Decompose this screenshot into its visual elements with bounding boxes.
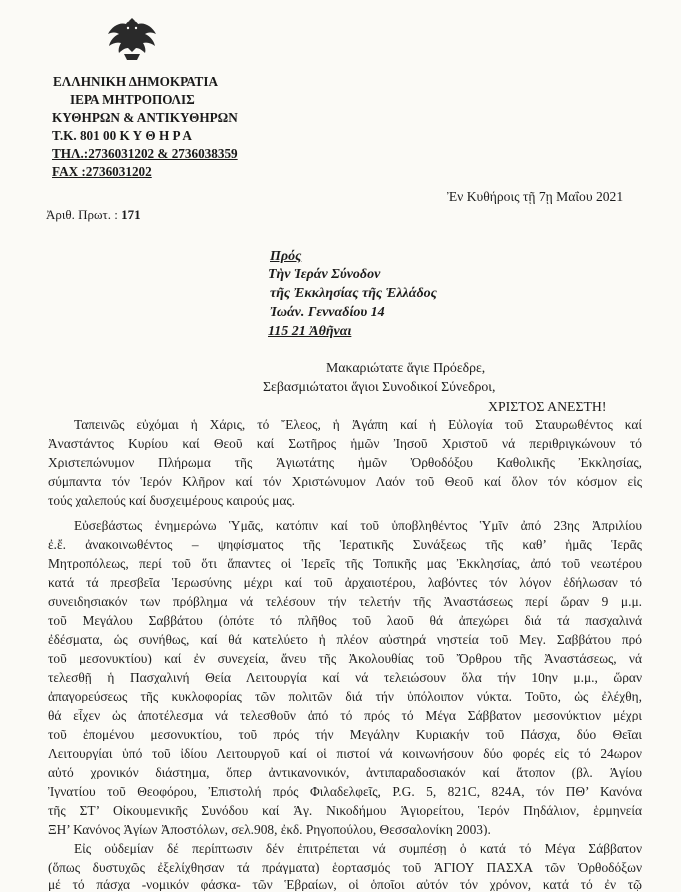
body-line: ΞΗ’ Κανόνος Ἁγίων Ἀποστόλων, σελ.908, ἐκδ. Ρηγοπούλου, Θεσσαλονίκη 2003).: [48, 823, 491, 837]
recipient-street: Ἰωάν. Γενναδίου 14: [270, 305, 385, 320]
body-line: τούς χαλεπούς καί δυσχειμέρους καιρούς μας.: [48, 494, 296, 508]
body-line: συνειδησιακόν των πρόβλημα νά τελέσουν τήν τελετήν τῆς Ἀναστάσεως περί ὥραν 9 μ.μ.: [48, 595, 642, 609]
body-line: Εἰς οὐδεμίαν δέ περίπτωσιν δέν ἐπιτρέπεται νά συμπέσῃ ὁ κατά τό Μέγα Σάββατον: [74, 842, 642, 856]
header-fax: FAX :2736031202: [52, 164, 152, 179]
body-line: Λειτουργίαι ὑπό τοῦ ἰδίου Λειτουργοῦ καί οἱ πιστοί νά κοινωνήσουν δύο φορές εἰς τό 24ωρον: [48, 747, 642, 761]
header-postcode: Τ.Κ. 801 00 Κ Υ Θ Η Ρ Α: [52, 128, 192, 143]
header-metropolis: ΙΕΡΑ ΜΗΤΡΟΠΟΛΙΣ: [70, 92, 195, 107]
recipient-city: 115 21 Ἀθῆναι: [268, 324, 352, 339]
letter-date: Ἐν Κυθήροις τῇ 7ῃ Μαΐου 2021: [447, 189, 624, 204]
body-line: Χριστεπώνυμον Πλήρωμα τῆς Ἁγιωτάτης ἡμῶν Ὀρθοδόξου Καθολικῆς Ἐκκλησίας,: [48, 456, 642, 470]
byzantine-eagle-emblem-icon: [104, 14, 160, 64]
body-line: τελεσθῇ ἡ Πασχαλινή Θεία Λειτουργία καί νά τελειώσουν ὅλα τήν 10ην μ.μ., ὥραν: [48, 671, 642, 685]
body-line: μέ τό πάσχα -νομικόν φάσκα- τῶν Ἑβραίων, οἱ ὁποῖοι αὐτόν τόν χρόνον, κατά τό ἐν τῷ: [48, 878, 642, 892]
body-line: τοῦ Μεγάλου Σαββάτου (ὁπότε τό πλῆθος τοῦ λαοῦ θά ἀπεχώρει διά τά πασχαλινά: [48, 614, 642, 628]
body-line: τοῦ μεσονυκτίου) καί ἐν συνεχεία, ἄνευ τῆς Ἀκολουθίας τοῦ Ὄρθρου τῆς Ἀναστάσεως, νά: [48, 652, 642, 666]
body-line: (ὅπως δυστυχῶς ἐξελίχθησαν τά πράγματα) ἑορτασμός τοῦ ἉΓΙΟΥ ΠΑΣΧΑ τῶν Ὀρθοδόξων: [48, 861, 642, 875]
body-line: Εὐσεβάστως ἐνημερώνω Ὑμᾶς, κατόπιν καί τοῦ ὑποβληθέντος Ὑμῖν ἀπό 23ης Ἀπριλίου: [74, 519, 642, 533]
recipient-church: τῆς Ἐκκλησίας τῆς Ἑλλάδος: [270, 286, 437, 301]
header-diocese: ΚΥΘΗΡΩΝ & ΑΝΤΙΚΥΘΗΡΩΝ: [52, 110, 238, 125]
body-line: αὐτό χρονικόν διάστημα, ὅπερ ἀντικανονικόν, ἀντιπαραδοσιακόν καί ἄτοπον (βλ. Ἁγίου: [48, 766, 642, 780]
body-line: Μητροπόλεως, περί τοῦ ὅτι ἅπαντες οἱ Ἱερεῖς τῆς Τοπικῆς μας Ἐκκλησίας, ἀπό τοῦ νεωτέρου: [48, 557, 642, 571]
body-line: σύμπαντα τόν Ἱερόν Κλῆρον καί τόν Χριστώνυμον Λαόν τοῦ Θεοῦ καί ὅλον τόν κόσμον εἰς: [48, 475, 642, 489]
recipient-name: Τὴν Ἱεράν Σύνοδον: [268, 267, 381, 282]
body-line: Ἀναστάντος Κυρίου καί Θεοῦ καί Σωτῆρος ἡμῶν Ἰησοῦ Χριστοῦ νά περιθριγκώνουν τό: [48, 437, 642, 451]
body-line: Ταπεινῶς εὐχόμαι ἡ Χάρις, τό Ἔλεος, ἡ Ἀγάπη καί ἡ Εὐλογία τοῦ Σταυρωθέντος καί: [74, 418, 642, 432]
body-line: Ἰγνατίου τοῦ Θεοφόρου, Ἐπιστολή πρός Φιλαδελφεῖς, P.G. 5, 821C, 824A, τόν ΠΘ’ Κανόνα: [48, 785, 642, 799]
greeting-synod-members: Σεβασμιώτατοι ἅγιοι Συνοδικοί Σύνεδροι,: [263, 379, 496, 394]
body-line: τῆς ΣΤ’ Οἰκουμενικῆς Συνόδου καί Ἁγ. Νικοδήμου Ἁγιορείτου, Ἱερόν Πηδάλιον, ἑρμηνεία: [48, 804, 642, 818]
header-phone: ΤΗΛ.:2736031202 & 2736038359: [52, 146, 238, 161]
greeting-christ-is-risen: ΧΡΙΣΤΟΣ ΑΝΕΣΤΗ!: [488, 399, 607, 414]
body-line: κατά τά πρεσβεῖα Ἱερωσύνης μέχρι καί τοῦ ἀρχαιοτέρου, λαβόντες τόν λόγον ἐδήλωσαν τό: [48, 576, 642, 590]
protocol-value: 171: [121, 207, 141, 222]
body-line: θά εἶχεν ὡς ἀποτέλεσμα νά τελεσθοῦν ἀπό τό πρός τό Μέγα Σάββατον μεσονύκτιον μέχρι: [48, 709, 642, 723]
body-line: τοῦ ἐπομένου μεσονυκτίου, τοῦ πρός τήν Μεγάλην Κυριακήν τοῦ Πάσχα, δύο Θεῖαι: [48, 728, 642, 742]
recipient-to: Πρός: [270, 249, 302, 264]
protocol-number: [46, 208, 141, 221]
protocol-label: Ἀριθ. Πρωτ. :: [46, 207, 118, 222]
header-state: ΕΛΛΗΝΙΚΗ ΔΗΜΟΚΡΑΤΙΑ: [53, 74, 218, 89]
body-line: ἐδέσματα, ὡς συνήθως, καί θά κατελύετο ἡ πλέον αὐστηρά νηστεία τοῦ Μεγ. Σαββάτου πρό: [48, 633, 642, 647]
greeting-president: Μακαριώτατε ἅγιε Πρόεδρε,: [326, 360, 486, 375]
body-line: ἀπαγορεύσεως τῆς κυκλοφορίας τῶν πολιτῶν διά τήν ὑπόλοιπον νύκτα. Τοῦτο, ὡς ἐλέχθη,: [48, 690, 642, 704]
body-line: ἐ.ἔ. ἀνακοινωθέντος – ψηφίσματος τῆς Ἱερατικῆς Συνάξεως τῆς καθ’ ἡμᾶς Ἱερᾶς: [48, 538, 642, 552]
